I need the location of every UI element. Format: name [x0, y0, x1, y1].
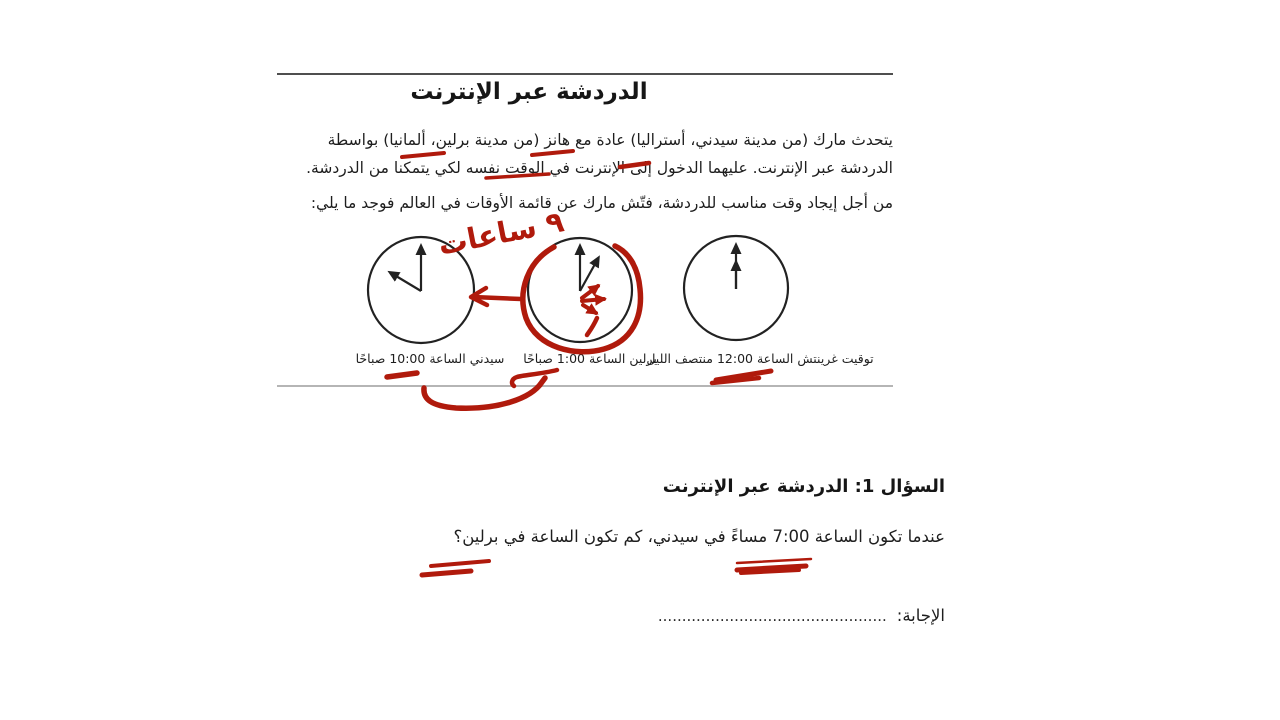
red-underline-berlin-q-2: [422, 571, 471, 575]
red-arrow-berlin-1: [582, 286, 598, 298]
answer-dotted-field: ................................................: [657, 607, 887, 625]
lead-in-paragraph: من أجل إيجاد وقت مناسب للدردشة، فتّش مارك عن قائمة الأوقات في العالم فوجد ما يلي:: [310, 194, 893, 212]
clock-berlin: [528, 238, 632, 342]
red-stroke-berlin-tail: [587, 318, 597, 335]
hour-hand-sydney: [396, 276, 421, 291]
red-dash-under-sydney-label: [387, 373, 417, 377]
red-arrow-berlin-3: [583, 305, 596, 313]
question-text: عندما تكون الساعة 7:00 مساءً في سيدني، كم تكون الساعة في برلين؟: [453, 527, 945, 546]
red-arrow-to-sydney-head: [471, 288, 487, 305]
clock-label-berlin: برلين الساعة 1:00 صباحًا: [523, 351, 657, 366]
hour-hand-berlin: [580, 264, 595, 291]
red-scribble-greenwich-label-2: [712, 378, 759, 383]
red-bracket-below-divider: [424, 378, 545, 408]
question-heading: السؤال 1: الدردشة عبر الإنترنت: [662, 476, 945, 497]
answer-line: [445, 606, 945, 625]
intro-paragraph: يتحدث مارك (من مدينة سيدني، أستراليا) عادة مع هانز (من مدينة برلين، ألمانيا) بواسطة الدردشة عبر الإنترنت. عليهما الدخول إلى الإنترنت في الوقت نفسه لكي يتمكنا من الدردشة.: [306, 131, 893, 177]
red-underline-700pm-thick-1: [737, 566, 806, 570]
red-arrow-to-sydney-shaft: [473, 297, 521, 299]
answer-label: الإجابة:: [896, 606, 945, 625]
red-underline-700pm-thin: [737, 559, 811, 563]
top-rule: [277, 73, 893, 75]
red-circle-around-berlin-clock: [523, 246, 641, 352]
clock-greenwich: [684, 236, 788, 340]
clock-label-greenwich: توقيت غرينتش الساعة 12:00 منتصف الليل: [646, 351, 874, 366]
red-underline-berlin-label: [512, 370, 557, 386]
section-divider-rule: [277, 385, 893, 387]
clock-face-greenwich: [684, 236, 788, 340]
clock-label-sydney: سيدني الساعة 10:00 صباحًا: [355, 351, 505, 366]
handwritten-note-9-hours: ٩ ساعات: [435, 204, 567, 262]
document-title: الدردشة عبر الإنترنت: [410, 79, 648, 105]
red-underline-berlin-q-1: [431, 561, 489, 566]
red-underline-700pm-thick-2: [741, 570, 799, 573]
red-scribble-greenwich-label-1: [716, 371, 771, 380]
red-arrow-berlin-2: [582, 299, 604, 301]
clock-face-berlin: [528, 238, 632, 342]
